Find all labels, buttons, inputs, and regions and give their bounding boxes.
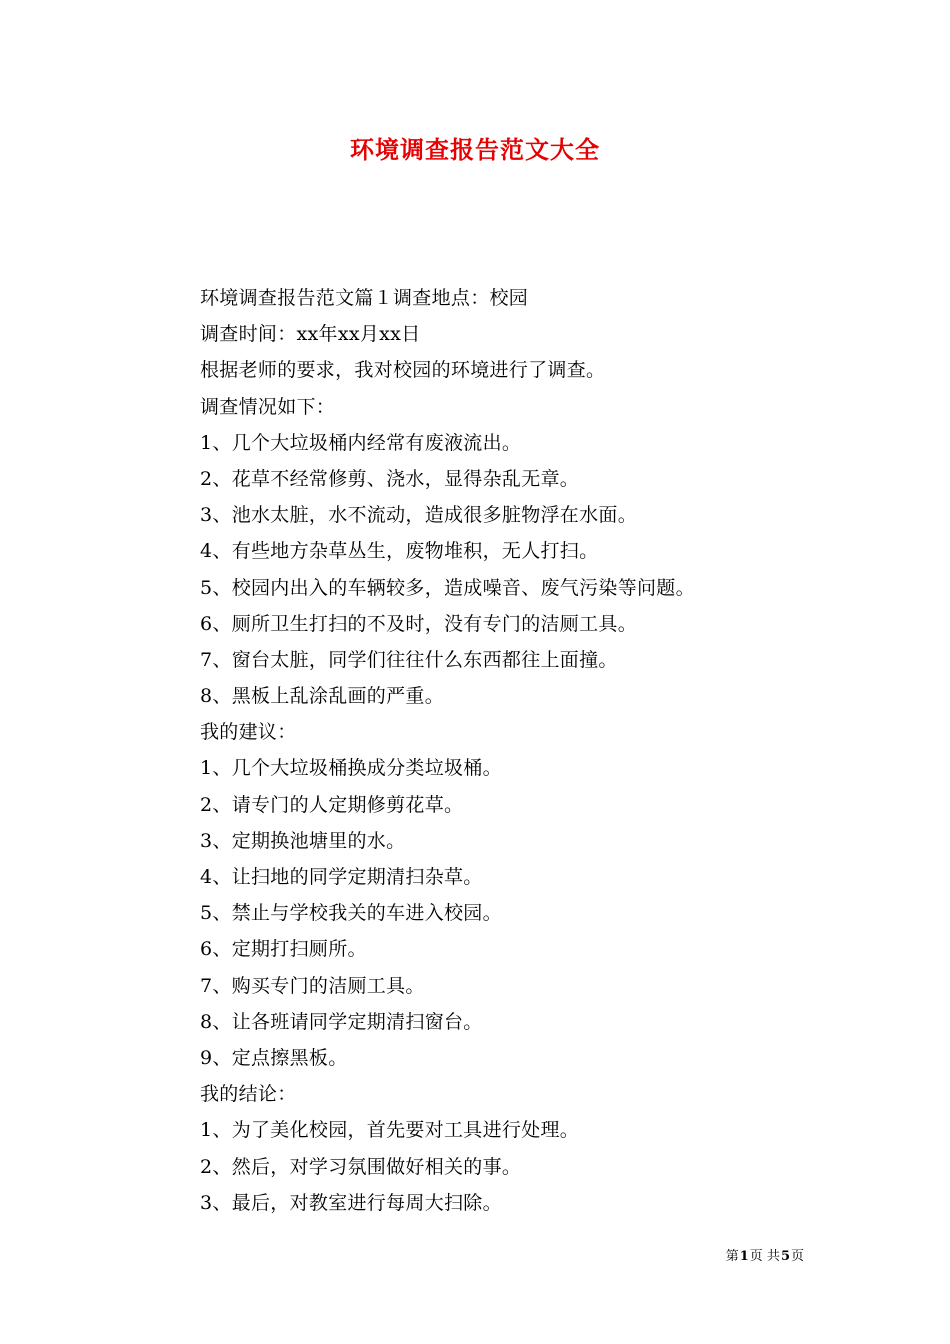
list-item: 9、定点擦黑板。 — [200, 1046, 348, 1069]
list-item: 3、池水太脏，水不流动，造成很多脏物浮在水面。 — [200, 504, 637, 527]
list-item: 4、让扫地的同学定期清扫杂草。 — [200, 866, 483, 888]
list-item: 5、禁止与学校我关的车进入校园。 — [200, 902, 502, 925]
list-item: 3、最后，对教室进行每周大扫除。 — [200, 1191, 502, 1214]
list-item: 1、为了美化校园，首先要对工具进行处理。 — [200, 1119, 580, 1142]
footer-middle: 页 共 — [749, 1249, 780, 1264]
list-item: 7、窗台太脏，同学们往往什么东西都往上面撞。 — [200, 648, 618, 671]
list-item: 1、几个大垃圾桶内经常有废液流出。 — [200, 431, 522, 454]
list-item: 8、让各班请同学定期清扫窗台。 — [200, 1010, 483, 1033]
section-heading-suggestions: 我的建议： — [200, 721, 297, 744]
page-number-footer — [726, 1248, 804, 1266]
list-item: 2、花草不经常修剪、浇水，显得杂乱无章。 — [200, 467, 580, 490]
section-heading-survey: 调查情况如下： — [200, 395, 336, 418]
list-item: 5、校园内出入的车辆较多，造成噪音、废气污染等问题。 — [200, 576, 695, 599]
list-item: 2、然后，对学习氛围做好相关的事。 — [200, 1155, 522, 1178]
body-line: 环境调查报告范文篇１调查地点：校园 — [200, 287, 529, 309]
footer-suffix: 页 — [790, 1249, 804, 1264]
list-item: 6、定期打扫厕所。 — [200, 938, 367, 961]
footer-prefix: 第 — [725, 1249, 739, 1264]
list-item: 3、定期换池塘里的水。 — [200, 829, 406, 852]
body-line: 根据老师的要求，我对校园的环境进行了调查。 — [200, 359, 606, 382]
section-heading-conclusion: 我的结论： — [200, 1083, 297, 1106]
list-item: 6、厕所卫生打扫的不及时，没有专门的洁厕工具。 — [200, 612, 637, 635]
list-item: 1、几个大垃圾桶换成分类垃圾桶。 — [200, 757, 502, 780]
footer-current-page: 1 — [739, 1249, 749, 1264]
document-body — [200, 280, 800, 1221]
footer-total-pages: 5 — [780, 1249, 790, 1264]
list-item: 4、有些地方杂草丛生，废物堆积，无人打扫。 — [200, 540, 599, 563]
list-item: 7、购买专门的洁厕工具。 — [200, 974, 425, 997]
list-item: 2、请专门的人定期修剪花草。 — [200, 793, 464, 816]
document-title: 环境调查报告范文大全 — [350, 135, 600, 164]
list-item: 8、黑板上乱涂乱画的严重。 — [200, 685, 444, 708]
body-line: 调查时间：xx年xx月xx日 — [200, 323, 421, 346]
